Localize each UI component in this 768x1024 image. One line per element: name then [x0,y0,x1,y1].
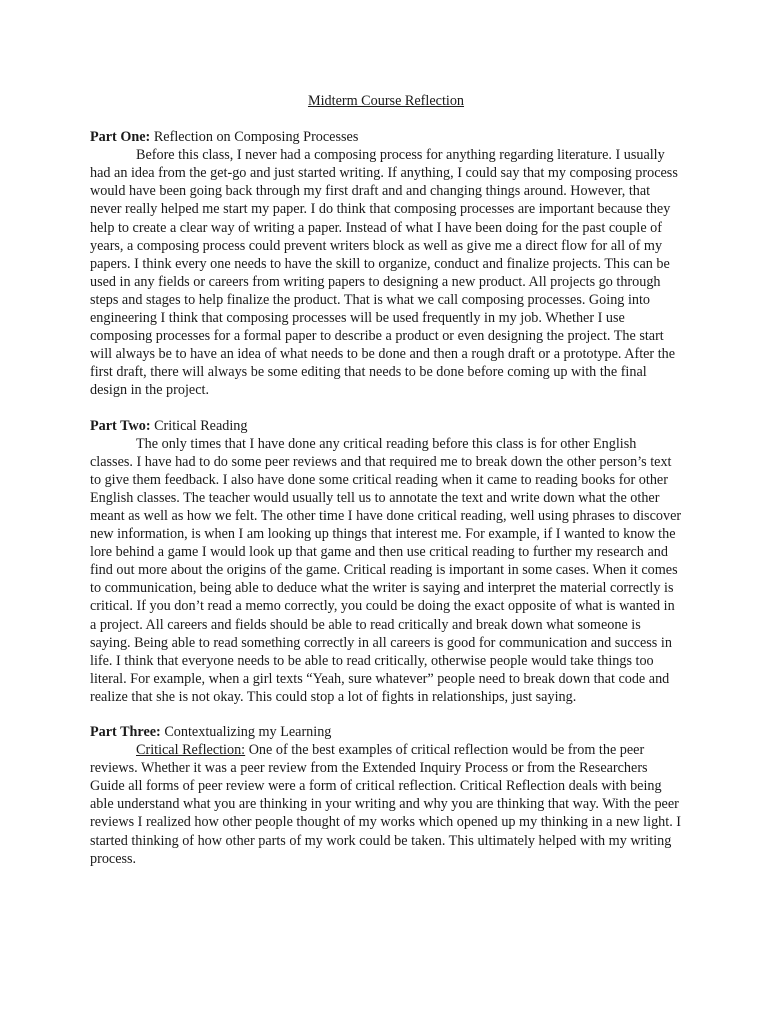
section-part-one [90,128,682,399]
section-label: Part Three: [90,724,161,740]
section-heading [90,128,682,146]
section-label: Part Two: [90,417,151,434]
section-heading-text: Critical Reading [150,417,248,434]
document-title: Midterm Course Reflection [307,93,465,109]
section-heading-text: Reflection on Composing Processes [150,129,359,146]
section-paragraph [90,741,682,868]
section-paragraph: The only times that I have done any critical reading before this class is for other English classes. I have had to do some peer reviews and that required me to break down the other person’s text to give them feedback. I also have done some critical reading when it came to reading books for other English classes. The teacher would usually tell us to annotate the text and write down what the other meant as well as how we felt. The other time I have done critical reading, well using phrases to discover new information, is when I am looking up things that interest me. For example, if I wanted to know the lore behind a game I would look up that game and then use critical reading to further my research and find out more about the origins of the game. Critical reading is important in some cases. When it comes to communication, being able to deduce what the writer is saying and interpret the material correctly is critical. If you don’t read a memo correctly, you could be doing the exact opposite of what is wanted in a project. All careers and fields should be able to read critically and break down what someone is saying. Being able to read something correctly in all careers is good for communication and success in life. I think that everyone needs to be able to read critically, otherwise people would take things too literal. For example, when a girl texts “Yeah, sure whatever” people need to break down that code and realize that she is not okay. This could stop a lot of fights in relationships, just saying. [90,435,682,705]
section-heading [90,723,682,741]
section-heading-text: Contextualizing my Learning [160,724,332,740]
section-heading [90,417,682,435]
subsection-text: One of the best examples of critical reflection would be from the peer reviews. Whether it was a peer review from the Extended Inquiry Process or from the Researchers Guide all forms of peer review were a form of critical reflection. Critical Reflection deals with being able understand what you are thinking in your writing and why you are thinking that way. With the peer reviews I realized how other people thought of my works which opened up my thinking in a new light. I started thinking of how other parts of my work could be taken. This ultimately helped with my writing process. [90,742,682,867]
section-part-three [90,723,682,868]
section-part-two [90,417,682,707]
section-label: Part One: [90,129,151,146]
subsection-heading: Critical Reflection: [136,742,246,759]
section-paragraph: Before this class, I never had a composing process for anything regarding literature. I usually had an idea from the get-go and just started writing. If anything, I could say that my composing process would have been going back through my first draft and and changing things around. However, that never really helped me start my paper. I do think that composing processes are important because they help to create a clear way of writing a paper. Instead of what I have been doing for the past couple of years, a composing process could prevent writers block as well as give me a direct flow for all of my papers. I think every one needs to have the skill to organize, conduct and finalize projects. This can be used in any fields or careers from writing papers to designing a new product. All projects go through steps and stages to help finalize the product. That is what we call composing processes. Going into engineering I think that composing processes will be used frequently in my job. Whether I use composing processes for a formal paper to describe a product or even designing the project. The start will always be to have an idea of what needs to be done and then a rough draft or a prototype. After the first draft, there will always be some editing that needs to be done before coming up with the final design in the project. [90,147,678,399]
